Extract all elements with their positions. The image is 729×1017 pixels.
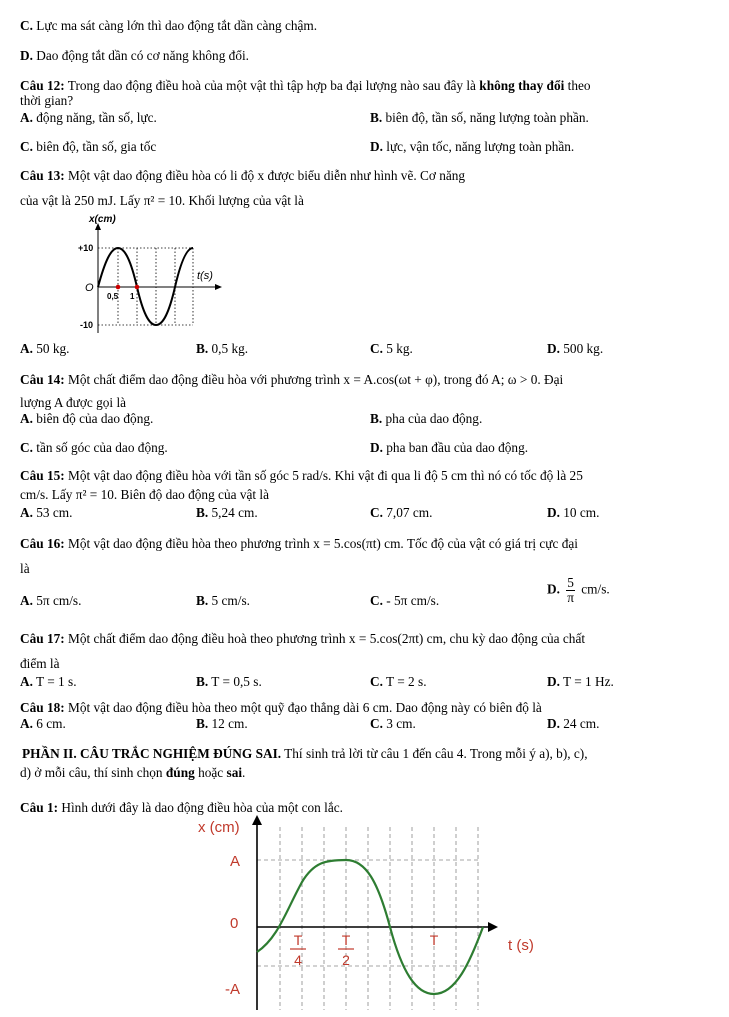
q17-option-d[interactable]: D. T = 1 Hz. bbox=[547, 674, 614, 689]
q14-option-c[interactable]: C. tần số góc của dao động. bbox=[20, 440, 168, 455]
q14-stem-2: lượng A được gọi là bbox=[20, 395, 127, 410]
q14-stem: Câu 14: Một chất điểm dao động điều hòa với phương trình x = A.cos(ωt + φ), trong đó A; ω > 0. Đại bbox=[20, 372, 564, 387]
q18-option-a[interactable]: A. 6 cm. bbox=[20, 716, 66, 731]
q16-stem-2: là bbox=[20, 561, 30, 576]
q13-ylabel: x(cm) bbox=[89, 214, 116, 225]
q13-stem: Câu 13: Một vật dao động điều hòa có li độ x được biểu diễn như hình vẽ. Cơ năng bbox=[20, 168, 466, 183]
q13-option-a[interactable]: A. 50 kg. bbox=[20, 341, 70, 356]
q15-option-d[interactable]: D. 10 cm. bbox=[547, 505, 600, 520]
q14-option-b[interactable]: B. pha của dao động. bbox=[370, 411, 483, 426]
q14-option-a[interactable]: A. biên độ của dao động. bbox=[20, 411, 154, 426]
q16-option-a[interactable]: A. 5π cm/s. bbox=[20, 593, 82, 608]
q16-fraction: $\frac{5}{\pi}$ bbox=[567, 575, 574, 605]
q18-option-d[interactable]: D. 24 cm. bbox=[547, 716, 600, 731]
q17-option-a[interactable]: A. T = 1 s. bbox=[20, 674, 77, 689]
q13-stem-2: của vật là 250 mJ. Lấy π² = 10. Khối lượng của vật là bbox=[20, 193, 304, 208]
q13-top-label: +10 bbox=[78, 243, 94, 253]
q16-option-c[interactable]: C. - 5π cm/s. bbox=[370, 593, 440, 608]
q13-option-b[interactable]: B. 0,5 kg. bbox=[196, 341, 249, 356]
q15-stem-2: cm/s. Lấy π² = 10. Biên độ dao động của vật là bbox=[20, 487, 269, 502]
q17-stem-2: điểm là bbox=[20, 656, 60, 671]
p2q1-amp-label: A bbox=[230, 853, 241, 870]
p2q1-tick-t4-den: 4 bbox=[294, 952, 302, 968]
q12-stem-2: thời gian? bbox=[20, 93, 74, 108]
q17-option-b[interactable]: B. T = 0,5 s. bbox=[196, 674, 262, 689]
q13-tick-05: 0,5 bbox=[107, 292, 119, 301]
q15-option-a[interactable]: A. 53 cm. bbox=[20, 505, 73, 520]
q13-bottom-label: -10 bbox=[80, 320, 94, 330]
q17-option-c[interactable]: C. T = 2 s. bbox=[370, 674, 427, 689]
q13-origin: O bbox=[85, 282, 94, 294]
q16-stem: Câu 16: Một vật dao động điều hòa theo phương trình x = 5.cos(πt) cm. Tốc độ của vật có giá trị cực đại bbox=[20, 536, 578, 551]
q14-option-d[interactable]: D. pha ban đầu của dao động. bbox=[370, 440, 529, 455]
part2-instructions: d) ở mỗi câu, thí sinh chọn đúng hoặc sai. bbox=[20, 765, 246, 780]
q18-option-b[interactable]: B. 12 cm. bbox=[196, 716, 248, 731]
q12-option-d[interactable]: D. lực, vận tốc, năng lượng toàn phần. bbox=[370, 139, 575, 154]
p2q1-stem: Câu 1: Hình dưới đây là dao động điều hòa của một con lắc. bbox=[20, 800, 343, 815]
q18-option-c[interactable]: C. 3 cm. bbox=[370, 716, 416, 731]
q12-option-a[interactable]: A. động năng, tần số, lực. bbox=[20, 110, 157, 125]
p2q1-tick-t2-num: T bbox=[341, 932, 351, 948]
q12-option-b[interactable]: B. biên độ, tần số, năng lượng toàn phần. bbox=[370, 110, 589, 125]
q18-stem: Câu 18: Một vật dao động điều hòa theo một quỹ đạo thẳng dài 6 cm. Dao động này có biên độ là bbox=[20, 700, 542, 715]
q16-option-b[interactable]: B. 5 cm/s. bbox=[196, 593, 250, 608]
part2-heading: PHẦN II. CÂU TRẮC NGHIỆM ĐÚNG SAI. Thí sinh trả lời từ câu 1 đến câu 4. Trong mỗi ý a), b), c), bbox=[22, 746, 588, 761]
q13-tick-1: 1 bbox=[130, 292, 135, 301]
q15-stem: Câu 15: Một vật dao động điều hòa với tần số góc 5 rad/s. Khi vật đi qua li độ 5 cm thì nó có tốc độ là 25 bbox=[20, 468, 583, 483]
q15-option-b[interactable]: B. 5,24 cm. bbox=[196, 505, 258, 520]
p2q1-xlabel: t (s) bbox=[508, 937, 534, 954]
q16-option-d[interactable]: D. $\frac{5}{\pi}$ cm/s. bbox=[547, 575, 610, 605]
p2q1-tick-t4-num: T bbox=[293, 932, 303, 948]
p2q1-ylabel: x (cm) bbox=[198, 819, 240, 836]
p2q1-graph bbox=[190, 812, 560, 1012]
p2q1-tick-t: T bbox=[429, 932, 439, 948]
p2q1-tick-t2-den: 2 bbox=[342, 952, 350, 968]
q13-graph bbox=[75, 213, 235, 335]
q12-stem: Câu 12: Trong dao động điều hoà của một vật thì tập hợp ba đại lượng nào sau đây là không thay đổi theo bbox=[20, 78, 591, 93]
q17-stem: Câu 17: Một chất điểm dao động điều hoà theo phương trình x = 5.cos(2πt) cm, chu kỳ dao động của chất bbox=[20, 631, 586, 646]
q15-option-c[interactable]: C. 7,07 cm. bbox=[370, 505, 433, 520]
option-d-prev: D. Dao động tắt dần có cơ năng không đổi. bbox=[20, 48, 249, 63]
p2q1-zero-label: 0 bbox=[230, 915, 239, 932]
option-c-prev: C. Lực ma sát càng lớn thì dao động tắt dần càng chậm. bbox=[20, 18, 318, 33]
q12-option-c[interactable]: C. biên độ, tần số, gia tốc bbox=[20, 139, 157, 154]
q13-option-d[interactable]: D. 500 kg. bbox=[547, 341, 604, 356]
q13-xlabel: t(s) bbox=[197, 270, 213, 282]
q13-option-c[interactable]: C. 5 kg. bbox=[370, 341, 413, 356]
p2q1-neg-label: -A bbox=[225, 981, 240, 998]
